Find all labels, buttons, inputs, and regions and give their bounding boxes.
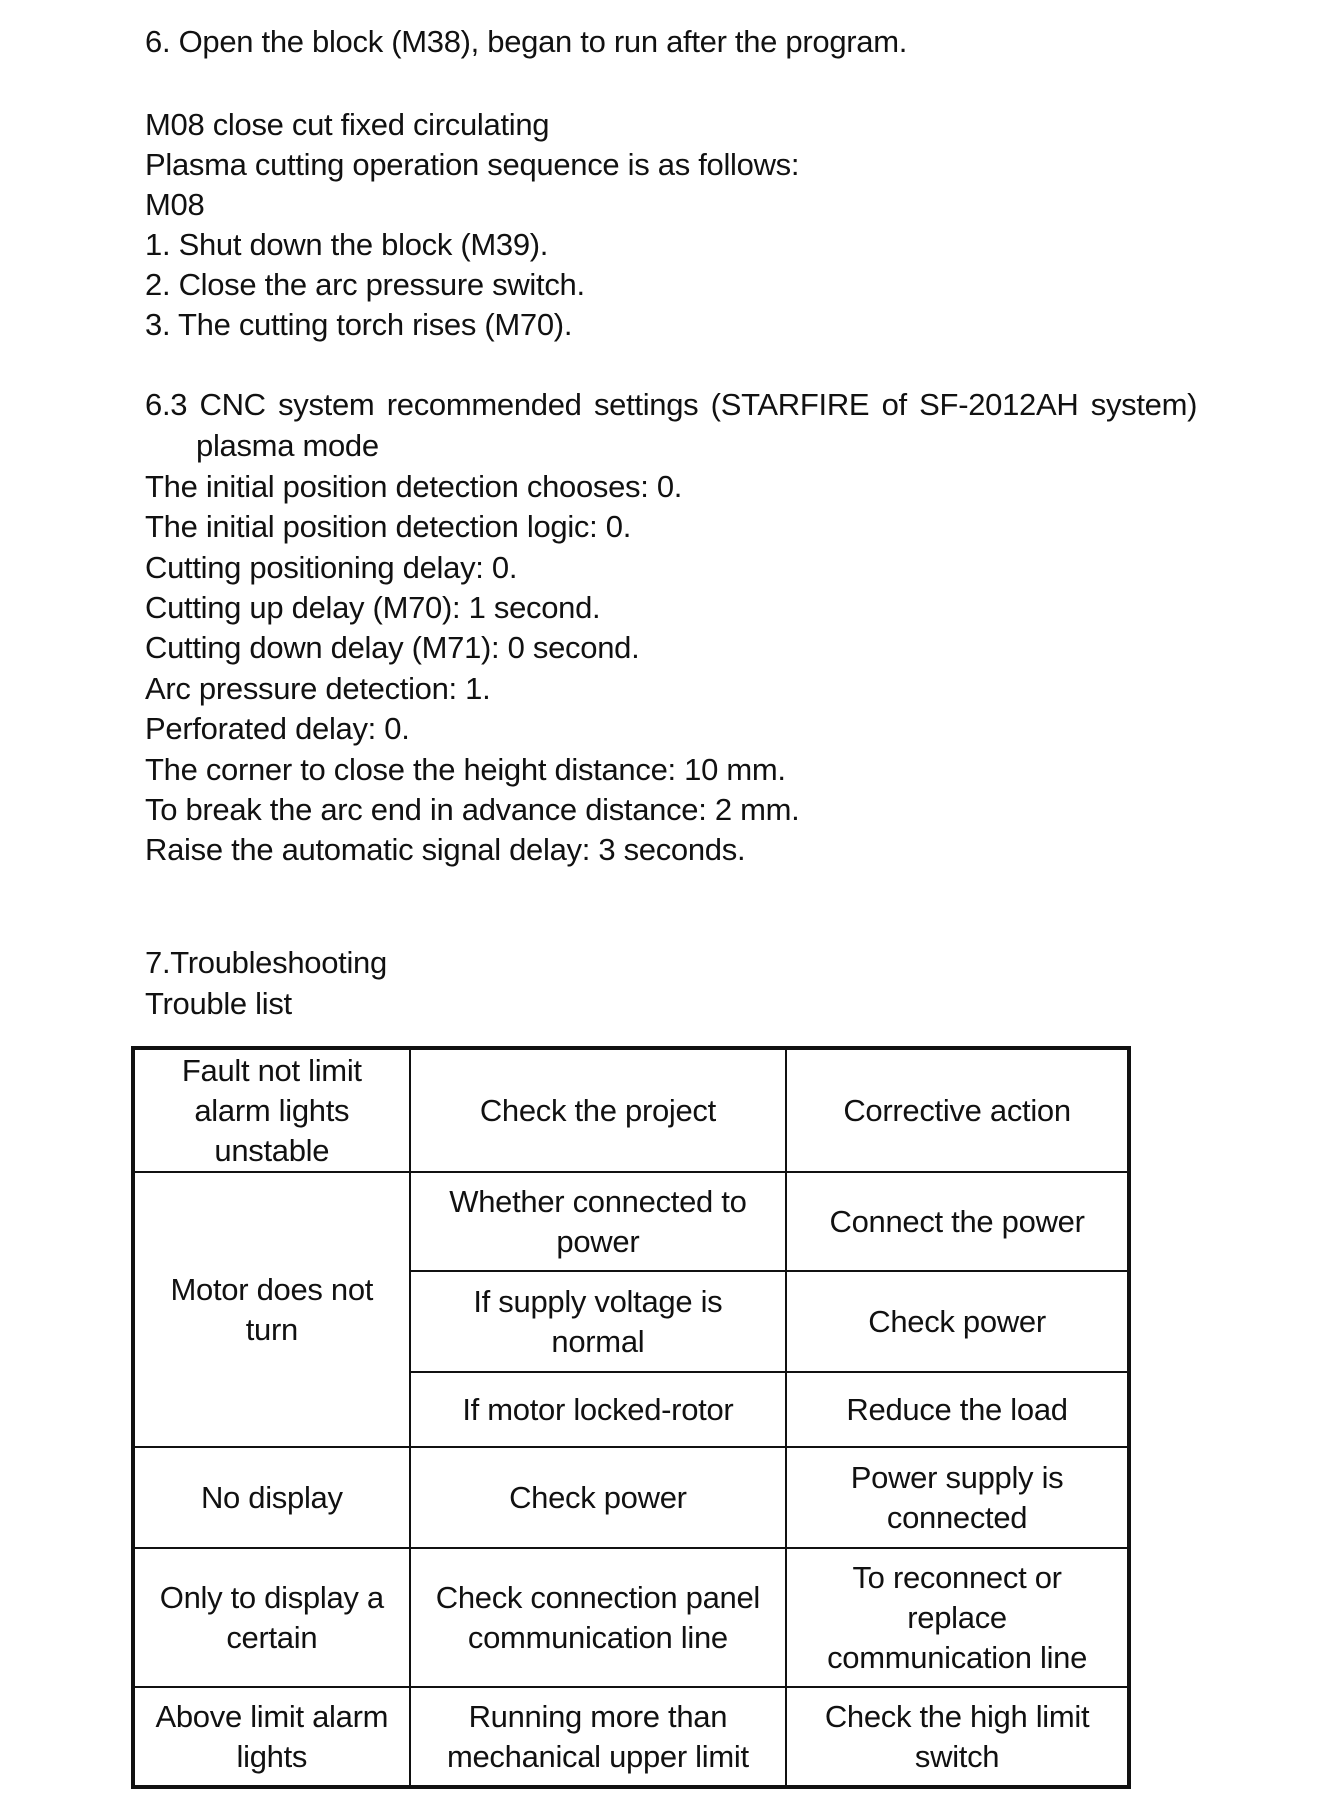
setting-item: Cutting down delay (M71): 0 second. bbox=[145, 630, 640, 665]
check-item: If motor locked-rotor bbox=[462, 1391, 734, 1427]
table-cell bbox=[410, 1271, 787, 1372]
setting-item: Cutting positioning delay: 0. bbox=[145, 550, 518, 585]
check-item: If supply voltage is normal bbox=[473, 1283, 723, 1359]
action-item: Power supply is connected bbox=[850, 1459, 1064, 1535]
header-fault: Fault not limit alarm lights unstable bbox=[181, 1052, 362, 1168]
table-cell bbox=[133, 1172, 410, 1447]
trouble-table bbox=[131, 1046, 1131, 1789]
check-item: Check power bbox=[509, 1479, 687, 1515]
fault-motor: Motor does not turn bbox=[170, 1271, 374, 1347]
section-7-heading: 7.Troubleshooting bbox=[145, 945, 387, 980]
setting-item: The initial position detection logic: 0. bbox=[145, 509, 632, 544]
m08-step-2: 2. Close the arc pressure switch. bbox=[145, 267, 585, 302]
setting-item: Perforated delay: 0. bbox=[145, 711, 410, 746]
table-cell bbox=[133, 1447, 410, 1548]
table-cell bbox=[410, 1548, 787, 1687]
m08-sequence-label: Plasma cutting operation sequence is as follows: bbox=[145, 147, 800, 182]
check-item: Whether connected to power bbox=[449, 1183, 747, 1259]
table-header-row bbox=[133, 1048, 1129, 1172]
check-item: Running more than mechanical upper limit bbox=[446, 1698, 749, 1774]
section-6-3-heading-cont: plasma mode bbox=[196, 428, 379, 463]
action-item: To reconnect or replace communication line bbox=[827, 1559, 1088, 1675]
m08-intro: M08 close cut fixed circulating bbox=[145, 107, 550, 142]
table-row bbox=[133, 1687, 1129, 1787]
action-item: Check power bbox=[868, 1303, 1046, 1339]
table-cell bbox=[786, 1447, 1129, 1548]
m08-step-1: 1. Shut down the block (M39). bbox=[145, 227, 549, 262]
table-cell bbox=[410, 1447, 787, 1548]
step6-title: 6. Open the block (M38), began to run after the program. bbox=[145, 24, 908, 59]
check-item: Check connection panel communication line bbox=[435, 1579, 761, 1655]
table-cell bbox=[410, 1048, 787, 1172]
trouble-list-label: Trouble list bbox=[145, 986, 292, 1021]
table-row bbox=[133, 1172, 1129, 1271]
table-cell bbox=[133, 1687, 410, 1787]
setting-item: Cutting up delay (M70): 1 second. bbox=[145, 590, 601, 625]
table-cell bbox=[786, 1548, 1129, 1687]
action-item: Connect the power bbox=[829, 1203, 1085, 1239]
action-item: Reduce the load bbox=[846, 1391, 1068, 1427]
table-row bbox=[133, 1548, 1129, 1687]
section-6-3-heading: 6.3 CNC system recommended settings (STARFIRE of SF-2012AH system) bbox=[145, 387, 1198, 422]
table-cell bbox=[786, 1372, 1129, 1447]
setting-item: The corner to close the height distance: 10 mm. bbox=[145, 752, 786, 787]
setting-item: The initial position detection chooses: 0. bbox=[145, 469, 683, 504]
table-cell bbox=[410, 1687, 787, 1787]
action-item: Check the high limit switch bbox=[824, 1698, 1090, 1774]
table-cell bbox=[410, 1372, 787, 1447]
setting-item: To break the arc end in advance distance: 2 mm. bbox=[145, 792, 800, 827]
table-cell bbox=[786, 1172, 1129, 1271]
table-cell bbox=[133, 1548, 410, 1687]
table-row bbox=[133, 1447, 1129, 1548]
setting-item: Arc pressure detection: 1. bbox=[145, 671, 491, 706]
m08-code: M08 bbox=[145, 187, 205, 222]
header-action: Corrective action bbox=[843, 1092, 1071, 1128]
fault-only-display: Only to display a certain bbox=[159, 1579, 384, 1655]
fault-above-limit: Above limit alarm lights bbox=[155, 1698, 389, 1774]
table-cell bbox=[410, 1172, 787, 1271]
table-cell bbox=[133, 1048, 410, 1172]
m08-step-3: 3. The cutting torch rises (M70). bbox=[145, 307, 573, 342]
table-cell bbox=[786, 1271, 1129, 1372]
fault-no-display: No display bbox=[200, 1479, 343, 1515]
table-cell bbox=[786, 1048, 1129, 1172]
table-cell bbox=[786, 1687, 1129, 1787]
header-check: Check the project bbox=[479, 1092, 716, 1128]
setting-item: Raise the automatic signal delay: 3 seconds. bbox=[145, 832, 746, 867]
